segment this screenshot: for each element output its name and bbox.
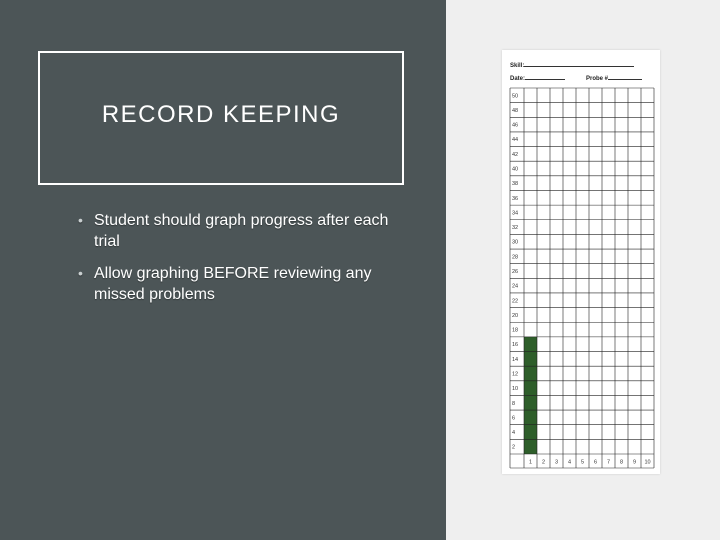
y-tick-label: 42 <box>512 151 519 158</box>
progress-graph <box>502 50 660 474</box>
y-tick-label: 28 <box>512 254 519 261</box>
y-tick-label: 14 <box>512 356 519 363</box>
bullet-icon: • <box>78 265 83 281</box>
y-tick-label: 16 <box>512 342 519 349</box>
bullet-text: Allow graphing BEFORE reviewing any missed problems <box>94 265 372 303</box>
date-label: Date: <box>510 76 526 82</box>
y-tick-label: 44 <box>512 137 519 144</box>
x-tick-label: 9 <box>632 459 637 466</box>
y-tick-label: 36 <box>512 195 519 202</box>
y-tick-label: 26 <box>512 269 519 275</box>
x-tick-label: 5 <box>580 459 585 466</box>
y-tick-label: 24 <box>512 283 519 290</box>
x-tick-label: 1 <box>528 459 533 466</box>
y-tick-label: 50 <box>512 93 519 100</box>
bullet-item <box>78 210 418 252</box>
y-tick-label: 4 <box>512 430 516 437</box>
y-tick-label: 12 <box>512 371 519 378</box>
y-tick-label: 10 <box>512 386 519 393</box>
bullet-icon: • <box>78 212 83 228</box>
x-tick-label: 6 <box>593 459 598 466</box>
y-tick-label: 20 <box>512 312 519 319</box>
bullet-item <box>78 263 418 305</box>
x-tick-label: 4 <box>567 459 572 466</box>
x-tick-label: 2 <box>541 459 546 466</box>
y-tick-label: 32 <box>512 225 519 232</box>
slide-title: RECORD KEEPING <box>101 101 341 128</box>
y-tick-label: 30 <box>512 239 519 246</box>
probe-label: Probe # <box>586 76 609 82</box>
y-tick-label: 6 <box>512 415 516 422</box>
title-box <box>38 51 404 185</box>
x-tick-label: 7 <box>606 459 611 466</box>
y-tick-label: 22 <box>512 298 519 305</box>
x-tick-label: 3 <box>554 459 559 466</box>
graph-sheet <box>502 50 660 474</box>
y-tick-label: 46 <box>512 122 519 129</box>
bullet-text: Student should graph progress after each trial <box>94 212 389 250</box>
y-tick-label: 38 <box>512 181 519 188</box>
y-tick-label: 40 <box>512 166 519 173</box>
y-tick-label: 2 <box>512 444 516 451</box>
y-tick-label: 34 <box>512 210 519 217</box>
y-tick-label: 18 <box>512 327 519 334</box>
x-tick-label: 8 <box>619 459 624 466</box>
x-tick-label: 10 <box>644 459 651 466</box>
y-tick-label: 48 <box>512 107 519 114</box>
skill-label: Skill: <box>510 63 525 69</box>
y-tick-label: 8 <box>512 400 516 407</box>
bullet-list <box>78 210 418 316</box>
